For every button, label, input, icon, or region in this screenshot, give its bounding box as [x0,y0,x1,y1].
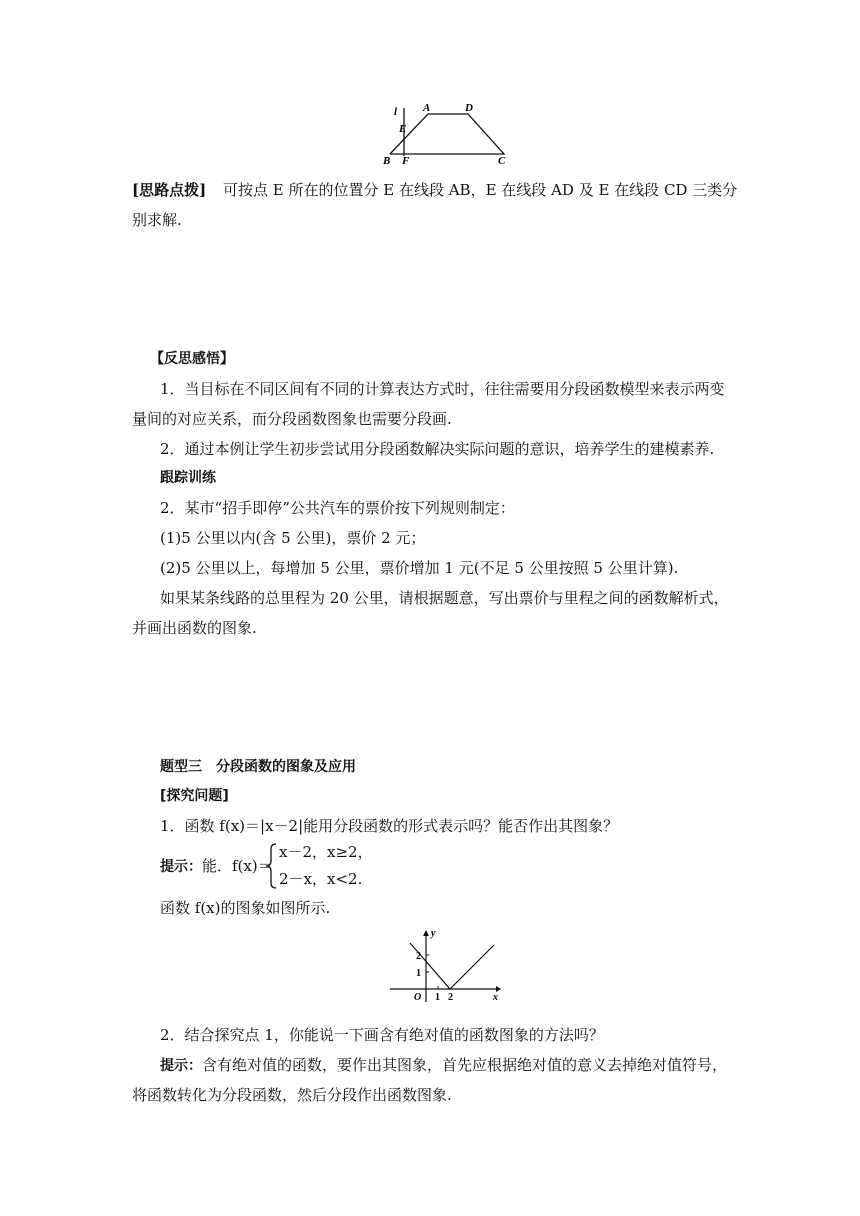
hint-label-2: 提示： [160,859,202,875]
function-line [410,943,494,989]
tick-label-y-1: 1 [416,968,421,979]
hint2-text-1: 含有绝对值的函数，要作出其图象，首先应根据绝对值的意义去掉绝对值符号， [202,1056,728,1074]
training-rule-1: (1)5 公里以内(含 5 公里)，票价 2 元； [160,529,426,547]
section3-title: 题型三 分段函数的图象及应用 [160,759,356,775]
piecewise-prefix: 能．f(x)＝ [202,857,273,875]
tick-label-y-2: 2 [416,951,421,962]
hint2-label: 提示： [160,1058,202,1074]
graph-caption: 函数 f(x)的图象如图所示. [160,899,331,917]
training-rule-2: (2)5 公里以上，每增加 5 公里，票价增加 1 元(不足 5 公里按照 5 公里计算). [160,559,679,577]
reflection-p2: 2．通过本例让学生初步尝试用分段函数解决实际问题的意识，培养学生的建模素养. [160,440,715,458]
label-d: D [465,102,473,114]
y-axis-label: y [431,928,436,939]
trapezoid-figure [380,100,520,168]
piecewise-case-2: 2－x，x<2. [279,870,363,888]
origin-label: O [414,992,422,1003]
piecewise-case-1: x－2，x≥2， [279,843,373,861]
explore-q1: 1．函数 f(x)＝|x－2|能用分段函数的形式表示吗？能否作出其图象？ [160,817,619,835]
label-b: B [383,155,391,167]
hint-line-1 [132,180,737,200]
training-title: 跟踪训练 [160,470,216,486]
label-a: A [423,102,431,114]
label-l: l [394,106,398,118]
hint2-line1 [160,1055,727,1076]
y-axis-arrow [423,930,429,936]
training-task-line1: 如果某条线路的总里程为 20 公里，请根据题意，写出票价与里程之间的函数解析式， [160,589,729,607]
label-c: C [498,155,506,167]
tick-label-x-2: 2 [448,992,453,1003]
label-e: E [399,123,407,135]
reflection-p1-line2: 量间的对应关系，而分段函数图象也需要分段画. [132,410,452,428]
training-task-line2: 并画出函数的图象. [132,619,257,637]
piecewise-lead [160,856,273,877]
explore-q2: 2．结合探究点 1，你能说一下画含有绝对值的函数图象的方法吗？ [160,1026,604,1044]
brace-icon [265,843,277,889]
label-f: F [402,155,410,167]
hint2-line2: 将函数转化为分段函数，然后分段作出函数图象. [132,1086,452,1104]
x-axis-label: x [493,992,498,1003]
hint-line-2: 别求解. [132,211,182,229]
hint-label: [思路点拨] [132,181,207,199]
reflection-title: 【反思感悟】 [150,351,234,367]
tick-label-x-1: 1 [435,992,440,1003]
hint-text-1: 可按点 E 所在的位置分 E 在线段 AB，E 在线段 AD 及 E 在线段 CD 三类分 [222,181,738,199]
abs-value-graph [386,926,506,1006]
reflection-p1-line1: 1．当目标在不同区间有不同的计算表达方式时，往往需要用分段函数模型来表示两变 [160,380,725,398]
explore-heading: [探究问题] [160,788,229,804]
trapezoid-shape [390,114,504,154]
training-question: 2．某市“招手即停”公共汽车的票价按下列规则制定： [160,499,515,517]
